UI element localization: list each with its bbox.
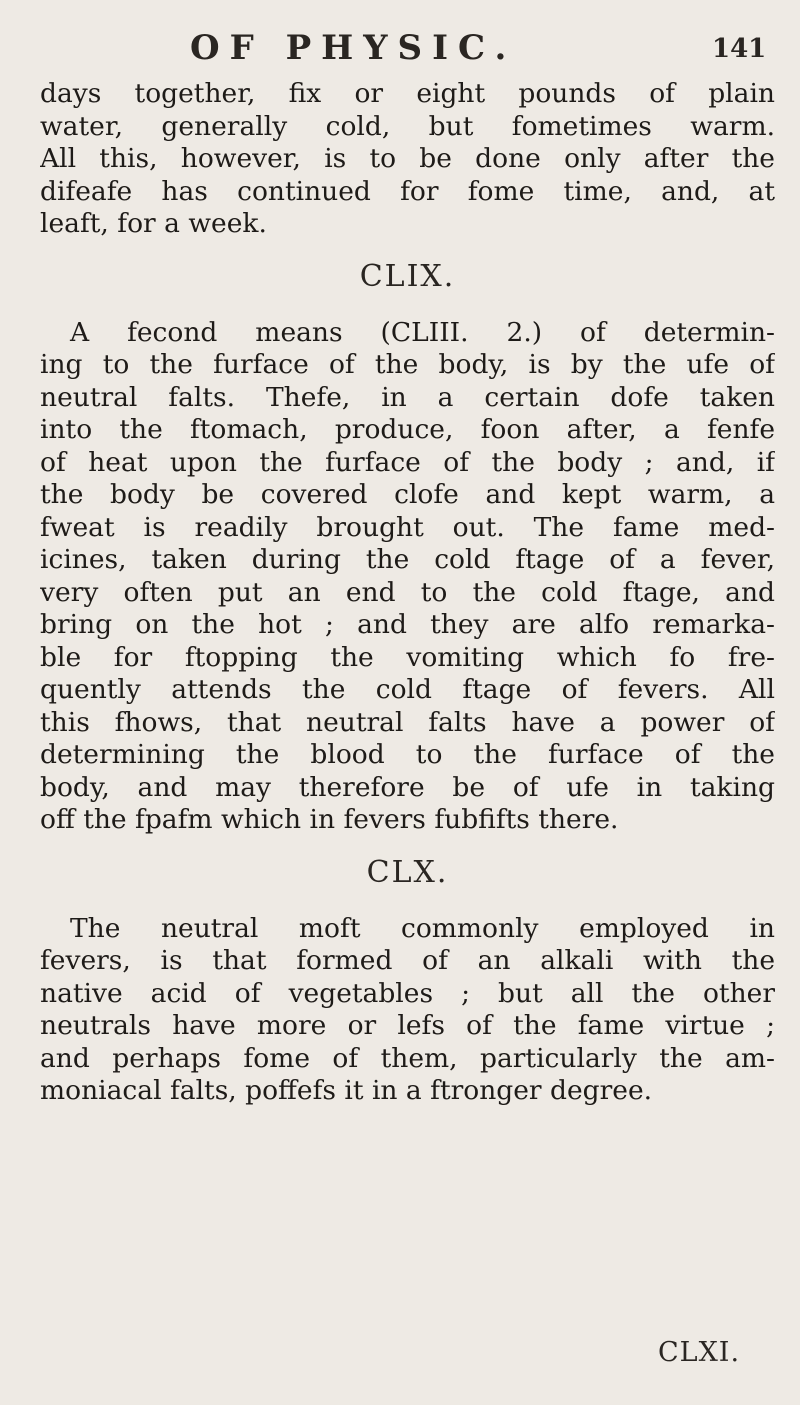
text-line: fevers, is that formed of an alkali with the <box>40 945 775 976</box>
intro-paragraph <box>40 78 775 241</box>
section-clix-paragraph <box>40 317 775 837</box>
text-line: fweat is readily brought out. The fame med- <box>40 511 775 543</box>
text-line: quently attends the cold ftage of fevers. All <box>40 674 775 705</box>
text-line: moniacal falts, poffefs it in a ftronger degree. <box>40 1075 653 1106</box>
text-line: determining the blood to the furface of the <box>40 739 775 770</box>
running-title: OF PHYSIC. <box>190 28 517 68</box>
section-heading-clx: CLX. <box>366 854 449 890</box>
text-line: days together, fix or eight pounds of plain <box>40 78 775 109</box>
text-line: A fecond means (CLIII. 2.) of determin- <box>70 316 775 348</box>
text-block <box>40 78 775 1108</box>
text-line: icines, taken during the cold ftage of a fever, <box>40 544 775 575</box>
text-line: the body be covered clofe and kept warm, a <box>40 479 775 510</box>
text-line: into the ftomach, produce, foon after, a fenfe <box>40 414 775 445</box>
text-line: neutrals have more or lefs of the fame virtue ; <box>40 1010 775 1041</box>
text-line: All this, however, is to be done only after the <box>40 143 775 174</box>
text-line: leaft, for a week. <box>40 208 267 239</box>
text-line: and perhaps fome of them, particularly the am- <box>40 1042 775 1074</box>
text-line: this fhows, that neutral falts have a power of <box>40 706 775 738</box>
text-line: native acid of vegetables ; but all the other <box>40 977 775 1009</box>
running-head <box>0 28 800 72</box>
text-line: bring on the hot ; and they are alfo remarka- <box>40 609 775 640</box>
text-line: body, and may therefore be of ufe in taking <box>40 771 775 803</box>
section-clx-paragraph <box>40 913 775 1108</box>
catchword: CLXI. <box>658 1337 741 1368</box>
text-line: of heat upon the furface of the body ; and, if <box>40 446 775 478</box>
text-line: ble for ftopping the vomiting which fo fre- <box>40 641 775 673</box>
page-number: 141 <box>712 34 767 64</box>
text-line: very often put an end to the cold ftage, and <box>40 576 775 608</box>
text-line: water, generally cold, but fometimes warm. <box>40 110 775 142</box>
text-line: The neutral moft commonly employed in <box>70 912 775 944</box>
text-line: off the fpafm which in fevers fubfifts there. <box>40 804 619 835</box>
section-heading-clix: CLIX. <box>359 258 456 294</box>
text-line: ing to the furface of the body, is by the ufe of <box>40 349 775 380</box>
text-line: neutral falts. Thefe, in a certain dofe taken <box>40 381 775 413</box>
text-line: difeafe has continued for fome time, and, at <box>40 175 775 207</box>
